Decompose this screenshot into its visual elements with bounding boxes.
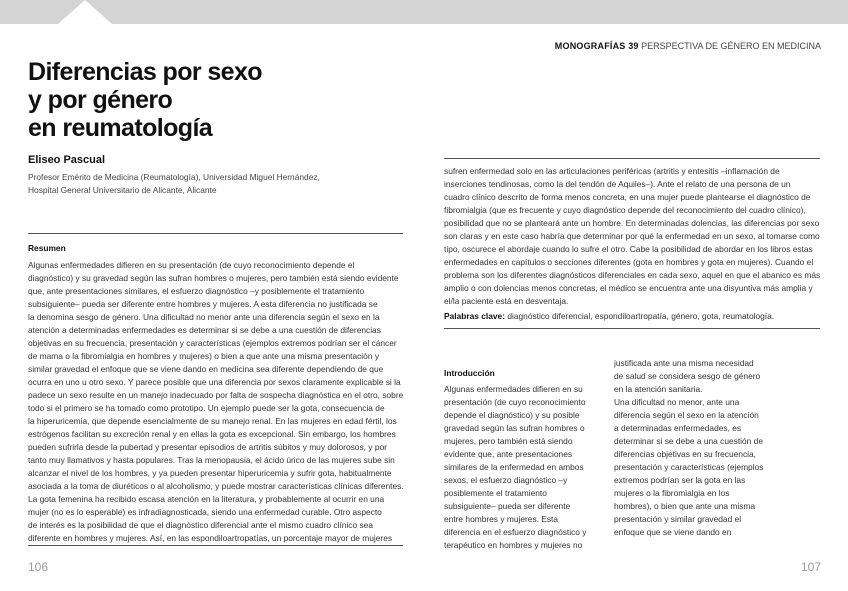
title-line: en reumatología	[28, 114, 213, 142]
abstract-line: mujer (no es lo esperable) es infradiagnosticada, siendo una enfermedad curable. Otro aspecto	[28, 507, 382, 517]
abstract-line: de mama o la fibromialgia en hombres y mujeres) o bien a que ante una misma presentación y	[28, 351, 380, 361]
abstract-line: tanto muy llamativos y hasta populares. Tras la menopausia, el ácido úrico de las mujeres sube sin	[28, 455, 395, 465]
intro-line: diferencia en el esfuerzo diagnóstico y	[444, 527, 587, 537]
page-number-left: 106	[28, 560, 49, 574]
intro-line: mujeres o la fibromialgia en los	[614, 488, 730, 498]
intro-line: posiblemente el tratamiento	[444, 488, 547, 498]
abstract-line: enfermedades en capítulos o secciones diferentes (gota en hombres y gota en mujeres). Cuando el	[444, 257, 814, 267]
intro-line: presentación y características (ejemplos	[614, 462, 764, 472]
intro-line: de salud se considera sesgo de género	[614, 371, 761, 381]
intro-line: determinar si se debe a una cuestión de	[614, 436, 763, 446]
abstract-line: objetivas en su frecuencia, presentación y características (ejemplos extremos podrían ser el cáncer	[28, 338, 397, 348]
abstract-line: La gota femenina ha recibido escasa atención en la literatura, y probablemente al ocurrir en una	[28, 494, 385, 504]
abstract-line: diagnóstico) y su gravedad según las sufran hombres o mujeres, pero también está siendo evidente	[28, 273, 399, 283]
abstract-line: todo si el primero se ha tomado como prototipo. Un ejemplo puede ser la gota, consecuencia de	[28, 403, 385, 413]
author-name: Eliseo Pascual	[28, 154, 106, 166]
intro-line: mujeres, pero también está siendo	[444, 436, 573, 446]
series-title: MONOGRAFÍAS 39	[554, 41, 639, 51]
page-number-right: 107	[800, 560, 821, 574]
intro-line: evidente que, ante presentaciones	[444, 449, 573, 459]
intro-line: Una dificultad no menor, ante una	[614, 397, 740, 407]
abstract-line: que, ante presentaciones similares, el esfuerzo diagnóstico –y posiblemente el tratamiento	[28, 286, 365, 296]
intro-line: diferencias objetivas en su frecuencia,	[614, 449, 756, 459]
abstract-line: similar gravedad el enfoque que se viene dando en medicina sea diferente dependiendo de que	[28, 364, 384, 374]
intro-line: en la atención sanitaria.	[614, 384, 703, 394]
intro-line: Algunas enfermedades difieren en su	[444, 384, 583, 394]
abstract-label: Resumen	[28, 243, 66, 253]
abstract-line: sufren enfermedad solo en las articulaciones periféricas (artritis y entesitis –inflamación de	[444, 166, 780, 176]
abstract-top-rule-right	[444, 158, 820, 159]
abstract-top-rule	[28, 233, 403, 234]
abstract-line: el/la paciente está en desventaja.	[444, 296, 569, 306]
abstract-line: fibromialgia (que es frecuente y cuyo diagnóstico depende del reconocimiento del cuadro clínico),	[444, 205, 806, 215]
abstract-bottom-rule-left	[28, 545, 403, 546]
article-title	[28, 58, 408, 142]
abstract-line: inserciones tendinosas, como la del tendón de Aquiles–). Ante el relato de una persona de un	[444, 179, 791, 189]
introduction-column-1	[444, 383, 604, 552]
abstract-line: pueden sufrirla desde la pubertad y presentar episodios de artritis súbitos y muy dolorosos, y por	[28, 442, 387, 452]
intro-line: subsiguiente– pueda ser diferente	[444, 501, 571, 511]
intro-line: enfoque que se viene dando en	[614, 527, 732, 537]
keywords-label: Palabras clave:	[444, 311, 505, 321]
abstract-line: problema son los diferentes diagnósticos diferenciales en cada sexo, aquel en que el abanico es más	[444, 270, 821, 280]
abstract-text-right	[444, 165, 824, 308]
abstract-line: Algunas enfermedades difieren en su presentación (de cuyo reconocimiento depende el	[28, 260, 355, 270]
series-subject: PERSPECTIVA DE GÉNERO EN MEDICINA	[641, 41, 821, 51]
abstract-line: diferente en hombres y mujeres. Así, en las espondiloartropatías, un porcentaje mayor de mujeres	[28, 533, 393, 543]
intro-line: similares de la enfermedad en ambos	[444, 462, 584, 472]
introduction-heading: Introducción	[444, 368, 495, 378]
intro-line: a determinadas enfermedades, es	[614, 423, 742, 433]
introduction-column-2	[614, 357, 784, 539]
abstract-text-left	[28, 259, 406, 545]
top-gray-band	[0, 0, 848, 24]
intro-line: depende el diagnóstico) y su posible	[444, 410, 580, 420]
abstract-line: son claras y en este caso habría que determinar por qué la enfermedad en un sexo, al tomarse como	[444, 231, 820, 241]
abstract-line: ocurra en uno u otro sexo. Y parece posible que una diferencia por sexos claramente explicable si la	[28, 377, 401, 387]
affiliation-line: Hospital General Universitario de Alicante, Alicante	[28, 185, 217, 195]
affiliation-line: Profesor Emérito de Medicina (Reumatología), Universidad Miguel Hernández,	[28, 172, 320, 182]
keywords-rule	[444, 328, 820, 329]
title-line: Diferencias por sexo	[28, 58, 262, 86]
abstract-line: la hiperuricemia, que depende esencialmente de su manejo renal. En las mujeres en edad fértil, los	[28, 416, 397, 426]
intro-line: gravedad según las sufran hombres o	[444, 423, 585, 433]
abstract-line: tipo, oscurece el abordaje cuando lo sufre el otro. Cabe la posibilidad de abordar en los libros estas	[444, 244, 813, 254]
intro-line: presentación (de cuyo reconocimiento	[444, 397, 586, 407]
running-head	[555, 41, 821, 51]
top-tab-notch	[58, 0, 112, 24]
intro-line: justificada ante una misma necesidad	[614, 358, 754, 368]
abstract-line: de interés es la posibilidad de que el diagnóstico diferencial ante el mismo cuadro clínico sea	[28, 520, 373, 530]
abstract-line: alcanzar el nivel de los hombres, y ya pueden presentar hiperuricemia y sufrir gota, habitualmente	[28, 468, 392, 478]
abstract-line: subsiguiente– pueda ser diferente entre hombres y mujeres. A esta diferencia no justificada se	[28, 299, 378, 309]
intro-line: hombres), o bien que ante una misma	[614, 501, 756, 511]
author-affiliation	[28, 171, 320, 197]
abstract-line: amplio o con dolencias menos concretas, el médico se encuentra ante una disyuntiva más amplia y	[444, 283, 813, 293]
abstract-line: posibilidad que no se planteará ante un hombre. En determinadas dolencias, las diferencias por sexo	[444, 218, 820, 228]
intro-line: diferencia según el sexo en la atención	[614, 410, 759, 420]
intro-line: terapéutico en hombres y mujeres no	[444, 540, 583, 550]
intro-line: presentación y similar gravedad el	[614, 514, 742, 524]
keywords	[444, 311, 774, 321]
intro-line: extremos podrían ser la gota en las	[614, 475, 746, 485]
intro-line: sexos, el esfuerzo diagnóstico –y	[444, 475, 568, 485]
abstract-line: estrógenos facilitan su excreción renal y en ellas la gota es excepcional. Sin embargo, los hombres	[28, 429, 396, 439]
intro-line: entre hombres y mujeres. Esta	[444, 514, 559, 524]
abstract-line: atención a determinadas enfermedades es determinar si se debe a una cuestión de diferencias	[28, 325, 381, 335]
title-line: y por género	[28, 86, 173, 114]
keywords-text: diagnóstico diferencial, espondiloartropatía, género, gota, reumatología.	[507, 311, 775, 321]
abstract-line: asociada a la toma de diuréticos o al alcoholismo, y puede mostrar características clínicas diferentes.	[28, 481, 404, 491]
abstract-line: cuadro clínico descrito de forma menos concreta, en una mujer puede plantearse el diagnóstico de	[444, 192, 811, 202]
abstract-line: padece un sexo resulte en un manejo inadecuado por falta de sospecha diagnóstica en el otro, sobre	[28, 390, 404, 400]
abstract-line: la denomina sesgo de género. Una dificultad no menor ante una diferencia según el sexo en la	[28, 312, 380, 322]
